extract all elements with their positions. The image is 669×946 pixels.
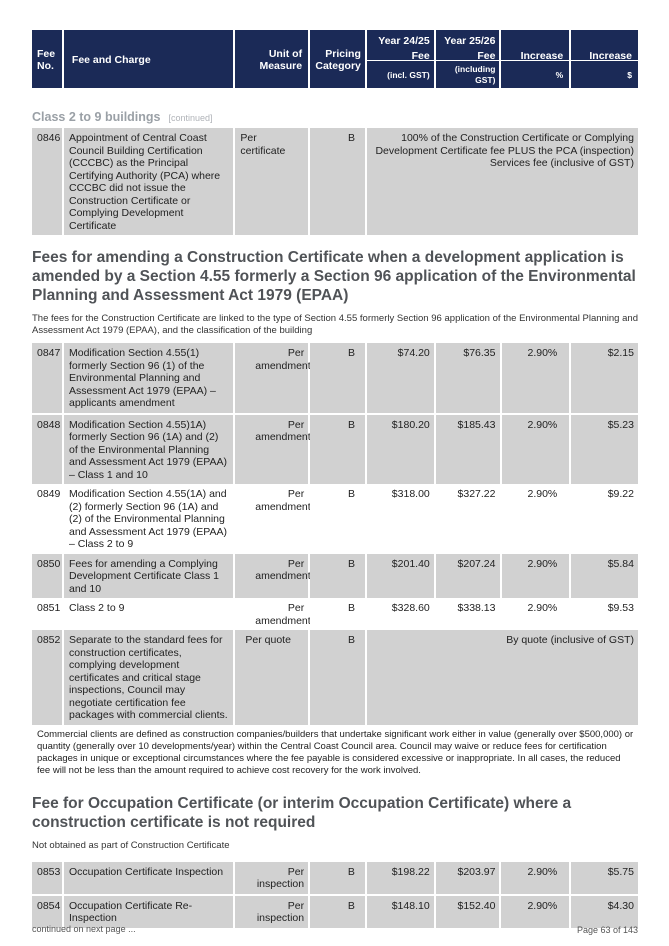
increase-percent: 2.90% xyxy=(501,862,569,894)
header-pricing-category: Pricing Category xyxy=(310,30,365,88)
section-intro: Not obtained as part of Construction Certificate xyxy=(32,839,230,851)
fee-no: 0852 xyxy=(32,630,62,725)
increase-percent: 2.90% xyxy=(501,896,569,928)
fee-2425: $318.00 xyxy=(367,484,434,554)
unit-of-measure: Per inspection xyxy=(235,896,308,928)
page-number: Page 63 of 143 xyxy=(576,925,638,935)
increase-percent: 2.90% xyxy=(502,484,570,554)
fee-span-text: 100% of the Construction Certificate or Complying Development Certificate fee PLUS the PCA (inspection) Services fee (inclusive of GST) xyxy=(367,128,638,235)
fee-description: Class 2 to 9 xyxy=(64,598,233,630)
fee-description: Separate to the standard fees for construction certificates, complying development certificates and critical stage inspections, Council may negotiate certification fee packages with commercial clients. xyxy=(64,630,233,725)
table-header xyxy=(32,30,638,88)
pricing-category: B xyxy=(310,128,365,235)
section-title-occupation-certificate: Fee for Occupation Certificate (or interim Occupation Certificate) where a construction certificate is not required xyxy=(32,794,572,831)
table-row-0854 xyxy=(32,896,638,928)
increase-dollar: $5.75 xyxy=(571,862,638,894)
fee-span-text: By quote (inclusive of GST) xyxy=(367,630,638,725)
fee-no: 0854 xyxy=(32,896,62,928)
header-unit-of-measure: Unit of Measure xyxy=(235,30,308,88)
fee-2526: $76.35 xyxy=(436,343,500,413)
header-divider xyxy=(501,60,569,61)
fee-no: 0853 xyxy=(32,862,62,894)
section-title-amending-cc: Fees for amending a Construction Certificate when a development application is amended by a Section 4.55 formerly a Section 96 application of the Environmental Planning and Assessment Act 1979 (EPAA) xyxy=(32,249,636,304)
unit-of-measure: Per amendment xyxy=(235,484,308,554)
table-row-0852 xyxy=(32,630,638,725)
fee-2526: $327.22 xyxy=(436,484,500,554)
increase-percent: 2.90% xyxy=(502,554,570,599)
increase-dollar: $9.53 xyxy=(571,598,638,630)
fee-description: Fees for amending a Complying Development Certificate Class 1 and 10 xyxy=(64,554,233,599)
fee-2526: $152.40 xyxy=(436,896,500,928)
pricing-category: B xyxy=(310,598,365,630)
pricing-category: B xyxy=(310,862,365,894)
increase-dollar: $5.84 xyxy=(571,554,638,599)
unit-of-measure: Per amendment xyxy=(235,415,308,485)
table-row-0847 xyxy=(32,343,638,413)
pricing-category: B xyxy=(310,896,365,928)
unit-of-measure: Per amendment xyxy=(235,598,308,630)
unit-of-measure: Per amendment xyxy=(235,343,308,413)
header-divider xyxy=(571,60,638,61)
increase-dollar: $2.15 xyxy=(571,343,638,413)
increase-percent: 2.90% xyxy=(502,415,570,485)
pricing-category: B xyxy=(310,630,365,725)
header-increase-percent: Increase % xyxy=(501,30,569,88)
table-row-0846 xyxy=(32,128,638,235)
amending-cc-table xyxy=(32,343,638,781)
unit-of-measure: Per amendment xyxy=(235,554,308,599)
unit-of-measure: Per quote xyxy=(235,630,308,725)
fee-2425: $74.20 xyxy=(367,343,434,413)
table-row-0851 xyxy=(32,598,638,630)
commercial-clients-note: Commercial clients are defined as construction companies/builders that undertake significant work either in value (generally over $500,000) or quantity (generally over 10 developments/year) within the Central Coast Council area. Council may waive or reduce fees for certification packages in unique or exceptional circumstances where the fee payable is considered excessive or inappropriate. In all cases, the reduced fee will not be less than the amount required to achieve cost recovery for the work involved. xyxy=(37,728,634,776)
table-row-0849 xyxy=(32,484,638,554)
pricing-category: B xyxy=(310,484,365,554)
fee-no: 0851 xyxy=(32,598,62,630)
section-intro: The fees for the Construction Certificate are linked to the type of Section 4.55 formerly Section 96 application of the Environmental Planning and Assessment Act 1979 (EPAA), and the classification of the building xyxy=(32,313,638,336)
fee-2425: $328.60 xyxy=(367,598,434,630)
increase-percent: 2.90% xyxy=(502,598,570,630)
fee-no: 0847 xyxy=(32,343,62,413)
header-year-2425: Year 24/25 Fee (incl. GST) xyxy=(367,30,434,88)
fee-no: 0846 xyxy=(32,128,62,235)
table-row-0853 xyxy=(32,862,638,894)
fee-2425: $198.22 xyxy=(367,862,434,894)
fee-2425: $201.40 xyxy=(367,554,434,599)
header-divider xyxy=(436,60,500,61)
header-fee-and-charge: Fee and Charge xyxy=(64,30,233,88)
fee-no: 0849 xyxy=(32,484,62,554)
fee-description: Appointment of Central Coast Council Building Certification (CCCBC) as the Principal Certifying Authority (PCA) where CCCBC did not issue the Construction Certificate or Complying Development Certificate xyxy=(64,128,233,235)
unit-of-measure: Per inspection xyxy=(235,862,308,894)
occupation-certificate-table xyxy=(32,862,638,928)
pricing-category: B xyxy=(310,415,365,485)
fee-2526: $203.97 xyxy=(436,862,500,894)
continued-note: continued on next page ... xyxy=(32,924,136,934)
header-divider xyxy=(367,60,434,61)
pricing-category: B xyxy=(310,554,365,599)
unit-of-measure: Per certificate xyxy=(235,128,308,235)
table-row-0850 xyxy=(32,554,638,599)
table-row-0848 xyxy=(32,415,638,485)
header-year-2526: Year 25/26 Fee (including GST) xyxy=(436,30,500,88)
header-increase-dollar: Increase $ xyxy=(571,30,638,88)
fee-2425: $148.10 xyxy=(367,896,434,928)
fee-description: Modification Section 4.55(1A) and (2) formerly Section 96 (1A) and (2) of the Environmental Planning and Assessment Act 1979 (EPAA) – Class 2 to 9 xyxy=(64,484,233,554)
fee-description: Occupation Certificate Inspection xyxy=(64,862,233,894)
fee-description: Occupation Certificate Re-Inspection xyxy=(64,896,233,928)
increase-dollar: $9.22 xyxy=(571,484,638,554)
pricing-category: B xyxy=(310,343,365,413)
fee-schedule-page xyxy=(32,30,638,928)
fee-no: 0850 xyxy=(32,554,62,599)
increase-percent: 2.90% xyxy=(502,343,570,413)
fee-2526: $207.24 xyxy=(436,554,500,599)
fee-description: Modification Section 4.55)1A) formerly Section 96 (1A) and (2) of the Environmental Planning and Assessment Act 1979 (EPAA) – Class 1 and 10 xyxy=(64,415,233,485)
fee-2526: $185.43 xyxy=(436,415,500,485)
fee-2526: $338.13 xyxy=(436,598,500,630)
fee-2425: $180.20 xyxy=(367,415,434,485)
class-heading: Class 2 to 9 buildings [continued] xyxy=(32,110,213,124)
increase-dollar: $5.23 xyxy=(571,415,638,485)
fee-description: Modification Section 4.55(1) formerly Section 96 (1) of the Environmental Planning and Assessment Act 1979 (EPAA) – applicants amendment xyxy=(64,343,233,413)
increase-dollar: $4.30 xyxy=(571,896,638,928)
fee-no: 0848 xyxy=(32,415,62,485)
header-fee-no: Fee No. xyxy=(32,30,62,88)
